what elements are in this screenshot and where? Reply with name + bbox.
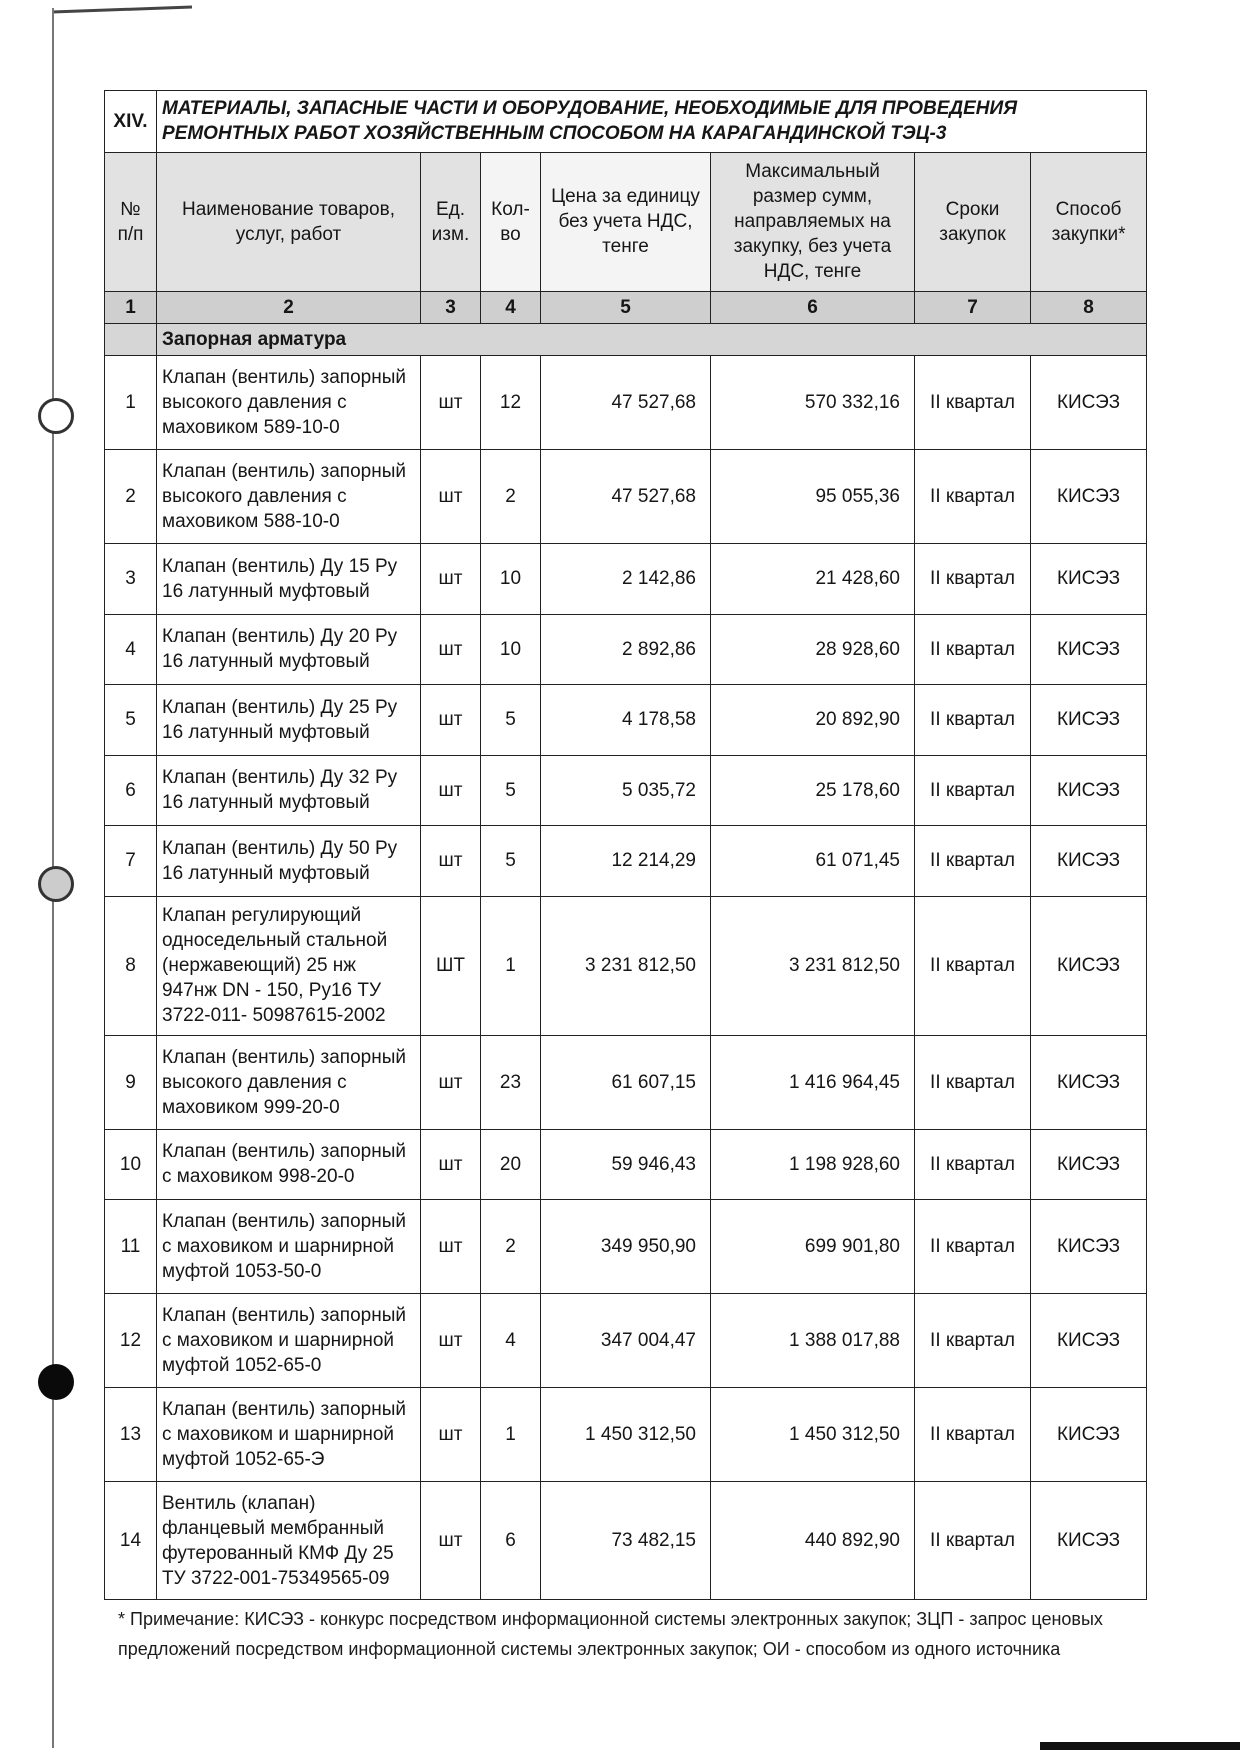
- column-number: 3: [421, 291, 481, 323]
- procurement-method: КИСЭЗ: [1031, 1129, 1147, 1200]
- header-price: Цена за единицу без учета НДС, тенге: [541, 152, 711, 291]
- unit-price: 47 527,68: [541, 450, 711, 544]
- procurement-method: КИСЭЗ: [1031, 1482, 1147, 1600]
- unit-price: 4 178,58: [541, 685, 711, 756]
- table-row: [105, 356, 1147, 450]
- table-row: [105, 826, 1147, 897]
- header-method: Способ закупки*: [1031, 152, 1147, 291]
- header-no: № п/п: [105, 152, 157, 291]
- procurement-table: [104, 90, 1147, 1600]
- procurement-method: КИСЭЗ: [1031, 544, 1147, 615]
- punch-hole-icon: [38, 866, 74, 902]
- table-row: [105, 614, 1147, 685]
- table-row: [105, 1388, 1147, 1482]
- unit: шт: [421, 1200, 481, 1294]
- quantity: 1: [481, 1388, 541, 1482]
- scan-edge-bottom: [1040, 1742, 1240, 1750]
- item-name: Клапан (вентиль) Ду 32 Ру 16 латунный муфтовый: [157, 755, 421, 826]
- item-name: Клапан (вентиль) запорный высокого давления с маховиком 588-10-0: [157, 450, 421, 544]
- procurement-method: КИСЭЗ: [1031, 1294, 1147, 1388]
- total-amount: 1 450 312,50: [711, 1388, 915, 1482]
- quantity: 5: [481, 685, 541, 756]
- total-amount: 20 892,90: [711, 685, 915, 756]
- column-number: 5: [541, 291, 711, 323]
- quantity: 5: [481, 826, 541, 897]
- punch-hole-icon: [38, 398, 74, 434]
- column-number: 4: [481, 291, 541, 323]
- header-name: Наименование товаров, услуг, работ: [157, 152, 421, 291]
- table-row: [105, 450, 1147, 544]
- table-row: [105, 1035, 1147, 1129]
- item-name: Клапан (вентиль) запорный с маховиком и шарнирной муфтой 1052-65-Э: [157, 1388, 421, 1482]
- section-number: XIV.: [105, 91, 157, 153]
- header-period: Сроки закупок: [915, 152, 1031, 291]
- unit: шт: [421, 1482, 481, 1600]
- unit-price: 47 527,68: [541, 356, 711, 450]
- procurement-period: II квартал: [915, 826, 1031, 897]
- table-row: [105, 1294, 1147, 1388]
- unit-price: 5 035,72: [541, 755, 711, 826]
- unit: шт: [421, 1388, 481, 1482]
- unit-price: 61 607,15: [541, 1035, 711, 1129]
- row-number: 1: [105, 356, 157, 450]
- unit-price: 2 892,86: [541, 614, 711, 685]
- unit: шт: [421, 450, 481, 544]
- total-amount: 570 332,16: [711, 356, 915, 450]
- unit: шт: [421, 1129, 481, 1200]
- total-amount: 61 071,45: [711, 826, 915, 897]
- quantity: 2: [481, 1200, 541, 1294]
- scan-edge-top: [52, 6, 192, 14]
- unit: шт: [421, 1035, 481, 1129]
- column-number: 8: [1031, 291, 1147, 323]
- quantity: 10: [481, 614, 541, 685]
- item-name: Клапан (вентиль) запорный с маховиком 998-20-0: [157, 1129, 421, 1200]
- row-number: 10: [105, 1129, 157, 1200]
- total-amount: 1 416 964,45: [711, 1035, 915, 1129]
- total-amount: 95 055,36: [711, 450, 915, 544]
- total-amount: 699 901,80: [711, 1200, 915, 1294]
- procurement-method: КИСЭЗ: [1031, 614, 1147, 685]
- total-amount: 440 892,90: [711, 1482, 915, 1600]
- quantity: 5: [481, 755, 541, 826]
- item-name: Клапан (вентиль) Ду 15 Ру 16 латунный муфтовый: [157, 544, 421, 615]
- procurement-period: II квартал: [915, 896, 1031, 1035]
- quantity: 1: [481, 896, 541, 1035]
- unit: шт: [421, 826, 481, 897]
- quantity: 10: [481, 544, 541, 615]
- unit: ШТ: [421, 896, 481, 1035]
- row-number: 5: [105, 685, 157, 756]
- group-row: [105, 323, 1147, 355]
- item-name: Вентиль (клапан) фланцевый мембранный футерованный КМФ Ду 25 ТУ 3722-001-75349565-09: [157, 1482, 421, 1600]
- unit: шт: [421, 614, 481, 685]
- table-row: [105, 755, 1147, 826]
- quantity: 20: [481, 1129, 541, 1200]
- item-name: Клапан (вентиль) запорный высокого давления с маховиком 999-20-0: [157, 1035, 421, 1129]
- unit: шт: [421, 685, 481, 756]
- procurement-period: II квартал: [915, 685, 1031, 756]
- table-row: [105, 1129, 1147, 1200]
- row-number: 6: [105, 755, 157, 826]
- procurement-period: II квартал: [915, 1200, 1031, 1294]
- unit: шт: [421, 544, 481, 615]
- unit-price: 73 482,15: [541, 1482, 711, 1600]
- unit-price: 347 004,47: [541, 1294, 711, 1388]
- header-total: Максимальный размер сумм, направляемых на закупку, без учета НДС, тенге: [711, 152, 915, 291]
- row-number: 8: [105, 896, 157, 1035]
- procurement-period: II квартал: [915, 614, 1031, 685]
- procurement-period: II квартал: [915, 1035, 1031, 1129]
- row-number: 3: [105, 544, 157, 615]
- header-unit: Ед. изм.: [421, 152, 481, 291]
- procurement-period: II квартал: [915, 356, 1031, 450]
- column-number: 2: [157, 291, 421, 323]
- total-amount: 1 388 017,88: [711, 1294, 915, 1388]
- procurement-period: II квартал: [915, 544, 1031, 615]
- row-number: 13: [105, 1388, 157, 1482]
- row-number: 14: [105, 1482, 157, 1600]
- table-row: [105, 685, 1147, 756]
- quantity: 12: [481, 356, 541, 450]
- column-number: 1: [105, 291, 157, 323]
- total-amount: 28 928,60: [711, 614, 915, 685]
- procurement-method: КИСЭЗ: [1031, 685, 1147, 756]
- quantity: 4: [481, 1294, 541, 1388]
- table-row: [105, 544, 1147, 615]
- table-row: [105, 1482, 1147, 1600]
- section-title: МАТЕРИАЛЫ, ЗАПАСНЫЕ ЧАСТИ И ОБОРУДОВАНИЕ, НЕОБХОДИМЫЕ ДЛЯ ПРОВЕДЕНИЯ РЕМОНТНЫХ РАБОТ ХОЗЯЙСТВЕННЫМ СПОСОБОМ НА КАРАГАНДИНСКОЙ ТЭЦ-3: [157, 91, 1147, 153]
- procurement-period: II квартал: [915, 1388, 1031, 1482]
- unit: шт: [421, 356, 481, 450]
- total-amount: 3 231 812,50: [711, 896, 915, 1035]
- procurement-method: КИСЭЗ: [1031, 356, 1147, 450]
- group-spacer: [105, 323, 157, 355]
- row-number: 2: [105, 450, 157, 544]
- header-qty: Кол-во: [481, 152, 541, 291]
- procurement-method: КИСЭЗ: [1031, 450, 1147, 544]
- procurement-method: КИСЭЗ: [1031, 755, 1147, 826]
- section-header-row: [105, 91, 1147, 153]
- item-name: Клапан (вентиль) Ду 25 Ру 16 латунный муфтовый: [157, 685, 421, 756]
- procurement-method: КИСЭЗ: [1031, 826, 1147, 897]
- unit-price: 2 142,86: [541, 544, 711, 615]
- procurement-period: II квартал: [915, 450, 1031, 544]
- procurement-method: КИСЭЗ: [1031, 896, 1147, 1035]
- procurement-method: КИСЭЗ: [1031, 1388, 1147, 1482]
- total-amount: 25 178,60: [711, 755, 915, 826]
- row-number: 12: [105, 1294, 157, 1388]
- column-number: 6: [711, 291, 915, 323]
- total-amount: 1 198 928,60: [711, 1129, 915, 1200]
- total-amount: 21 428,60: [711, 544, 915, 615]
- procurement-period: II квартал: [915, 1129, 1031, 1200]
- procurement-period: II квартал: [915, 1294, 1031, 1388]
- unit: шт: [421, 1294, 481, 1388]
- column-number-row: [105, 291, 1147, 323]
- item-name: Клапан регулирующий односедельный стальной (нержавеющий) 25 нж 947нж DN - 150, Ру16 ТУ 3722-011- 50987615-2002: [157, 896, 421, 1035]
- unit-price: 3 231 812,50: [541, 896, 711, 1035]
- table-row: [105, 1200, 1147, 1294]
- procurement-period: II квартал: [915, 755, 1031, 826]
- quantity: 2: [481, 450, 541, 544]
- punch-hole-icon: [38, 1364, 74, 1400]
- group-label: Запорная арматура: [157, 323, 1147, 355]
- column-number: 7: [915, 291, 1031, 323]
- unit-price: 1 450 312,50: [541, 1388, 711, 1482]
- row-number: 4: [105, 614, 157, 685]
- item-name: Клапан (вентиль) Ду 20 Ру 16 латунный муфтовый: [157, 614, 421, 685]
- item-name: Клапан (вентиль) Ду 50 Ру 16 латунный муфтовый: [157, 826, 421, 897]
- unit-price: 12 214,29: [541, 826, 711, 897]
- item-name: Клапан (вентиль) запорный с маховиком и шарнирной муфтой 1053-50-0: [157, 1200, 421, 1294]
- quantity: 6: [481, 1482, 541, 1600]
- unit: шт: [421, 755, 481, 826]
- quantity: 23: [481, 1035, 541, 1129]
- unit-price: 59 946,43: [541, 1129, 711, 1200]
- row-number: 11: [105, 1200, 157, 1294]
- row-number: 9: [105, 1035, 157, 1129]
- unit-price: 349 950,90: [541, 1200, 711, 1294]
- item-name: Клапан (вентиль) запорный высокого давления с маховиком 589-10-0: [157, 356, 421, 450]
- procurement-method: КИСЭЗ: [1031, 1035, 1147, 1129]
- procurement-period: II квартал: [915, 1482, 1031, 1600]
- item-name: Клапан (вентиль) запорный с маховиком и шарнирной муфтой 1052-65-0: [157, 1294, 421, 1388]
- procurement-method: КИСЭЗ: [1031, 1200, 1147, 1294]
- column-header-row: [105, 152, 1147, 291]
- table-row: [105, 896, 1147, 1035]
- footnote: * Примечание: КИСЭЗ - конкурс посредством информационной системы электронных закупок; ЗЦП - запрос ценовых предложений посредством информационной системы электронных закупок; ОИ - способом из одного источника: [118, 1609, 1103, 1659]
- row-number: 7: [105, 826, 157, 897]
